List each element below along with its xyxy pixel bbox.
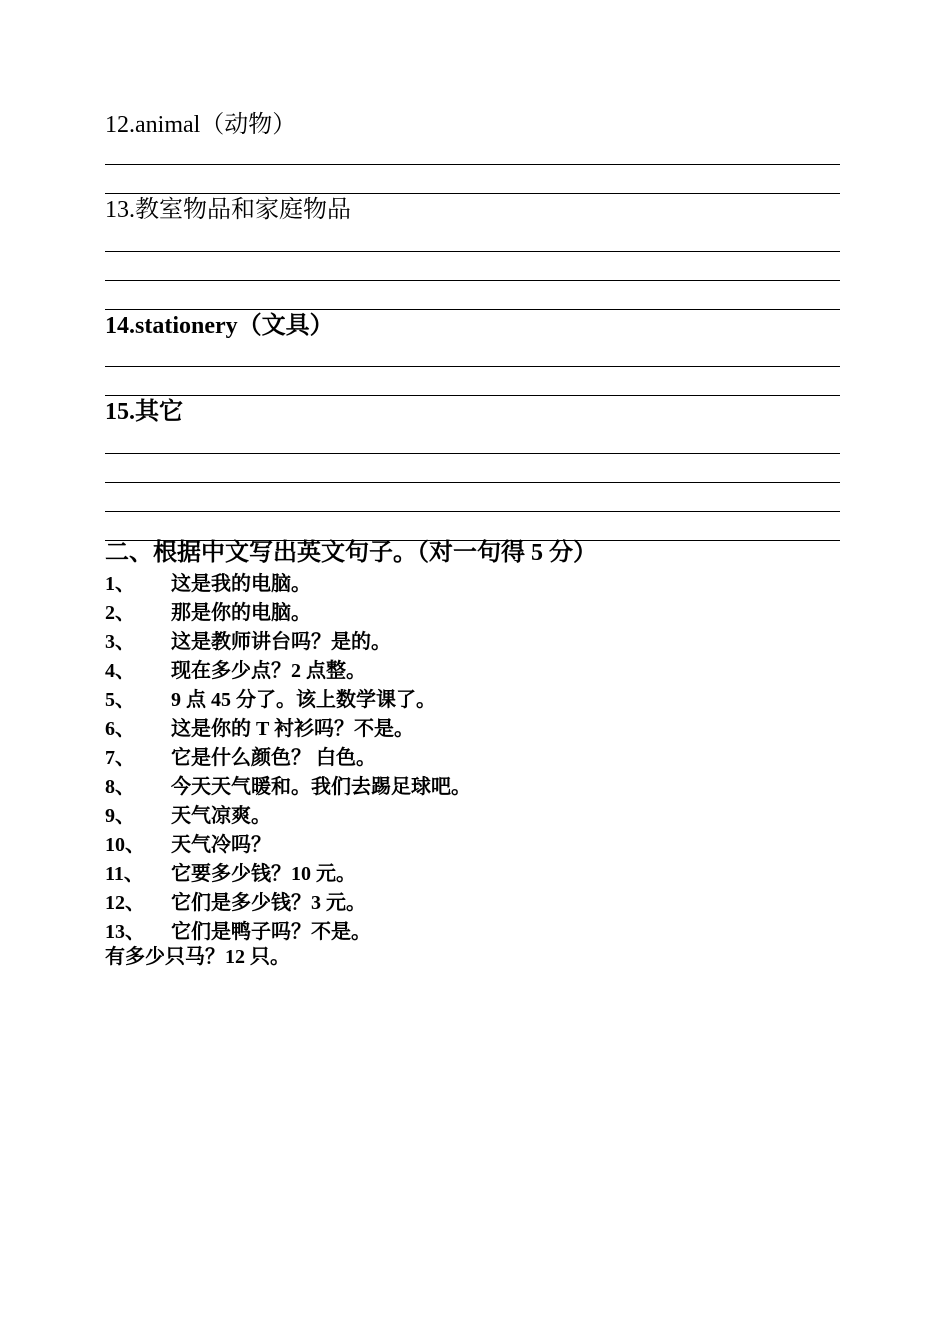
list-item (105, 889, 840, 918)
item-number: 10、 (105, 834, 145, 856)
list-item (105, 628, 840, 657)
sentence-list (105, 570, 840, 947)
category-heading-other: 15.其它 (105, 399, 183, 425)
list-item (105, 802, 840, 831)
answer-line (105, 366, 840, 367)
answer-line (105, 482, 840, 483)
item-number: 2、 (105, 602, 135, 624)
item-text: 这是我的电脑。 (171, 573, 311, 595)
item-number: 9、 (105, 805, 135, 827)
list-item (105, 715, 840, 744)
list-item (105, 773, 840, 802)
final-sentence: 有多少只马？12 只。 (105, 946, 290, 968)
section-title: 二、根据中文写出英文句子。（对一句得 5 分） (105, 540, 597, 566)
category-heading-animal: 12.animal（动物） (105, 112, 297, 138)
answer-line (105, 164, 840, 165)
answer-line (105, 193, 840, 194)
item-number: 11、 (105, 863, 144, 885)
category-heading-classroom-home: 13.教室物品和家庭物品 (105, 197, 351, 223)
item-number: 8、 (105, 776, 135, 798)
item-number: 6、 (105, 718, 135, 740)
item-number: 13、 (105, 921, 145, 943)
item-text: 今天天气暖和。我们去踢足球吧。 (171, 776, 471, 798)
answer-line (105, 280, 840, 281)
list-item (105, 860, 840, 889)
item-text: 它是什么颜色？ 白色。 (171, 747, 376, 769)
item-number: 5、 (105, 689, 135, 711)
item-text: 这是你的 T 衬衫吗？不是。 (171, 718, 414, 740)
answer-line (105, 511, 840, 512)
answer-line (105, 453, 840, 454)
item-number: 7、 (105, 747, 135, 769)
item-text: 天气凉爽。 (171, 805, 271, 827)
list-item (105, 831, 840, 860)
answer-line (105, 251, 840, 252)
item-text: 天气冷吗？ (171, 834, 271, 856)
answer-line (105, 395, 840, 396)
item-text: 现在多少点？2 点整。 (171, 660, 366, 682)
item-text: 9 点 45 分了。该上数学课了。 (171, 689, 436, 711)
item-number: 3、 (105, 631, 135, 653)
item-number: 12、 (105, 892, 145, 914)
item-text: 那是你的电脑。 (171, 602, 311, 624)
list-item (105, 744, 840, 773)
answer-line (105, 309, 840, 310)
category-heading-stationery: 14.stationery（文具） (105, 313, 334, 339)
list-item (105, 599, 840, 628)
item-text: 这是教师讲台吗？是的。 (171, 631, 391, 653)
item-number: 1、 (105, 573, 135, 595)
list-item (105, 570, 840, 599)
list-item (105, 657, 840, 686)
list-item (105, 686, 840, 715)
item-text: 它们是多少钱？3 元。 (171, 892, 366, 914)
item-text: 它要多少钱？10 元。 (171, 863, 356, 885)
item-number: 4、 (105, 660, 135, 682)
item-text: 它们是鸭子吗？不是。 (171, 921, 371, 943)
